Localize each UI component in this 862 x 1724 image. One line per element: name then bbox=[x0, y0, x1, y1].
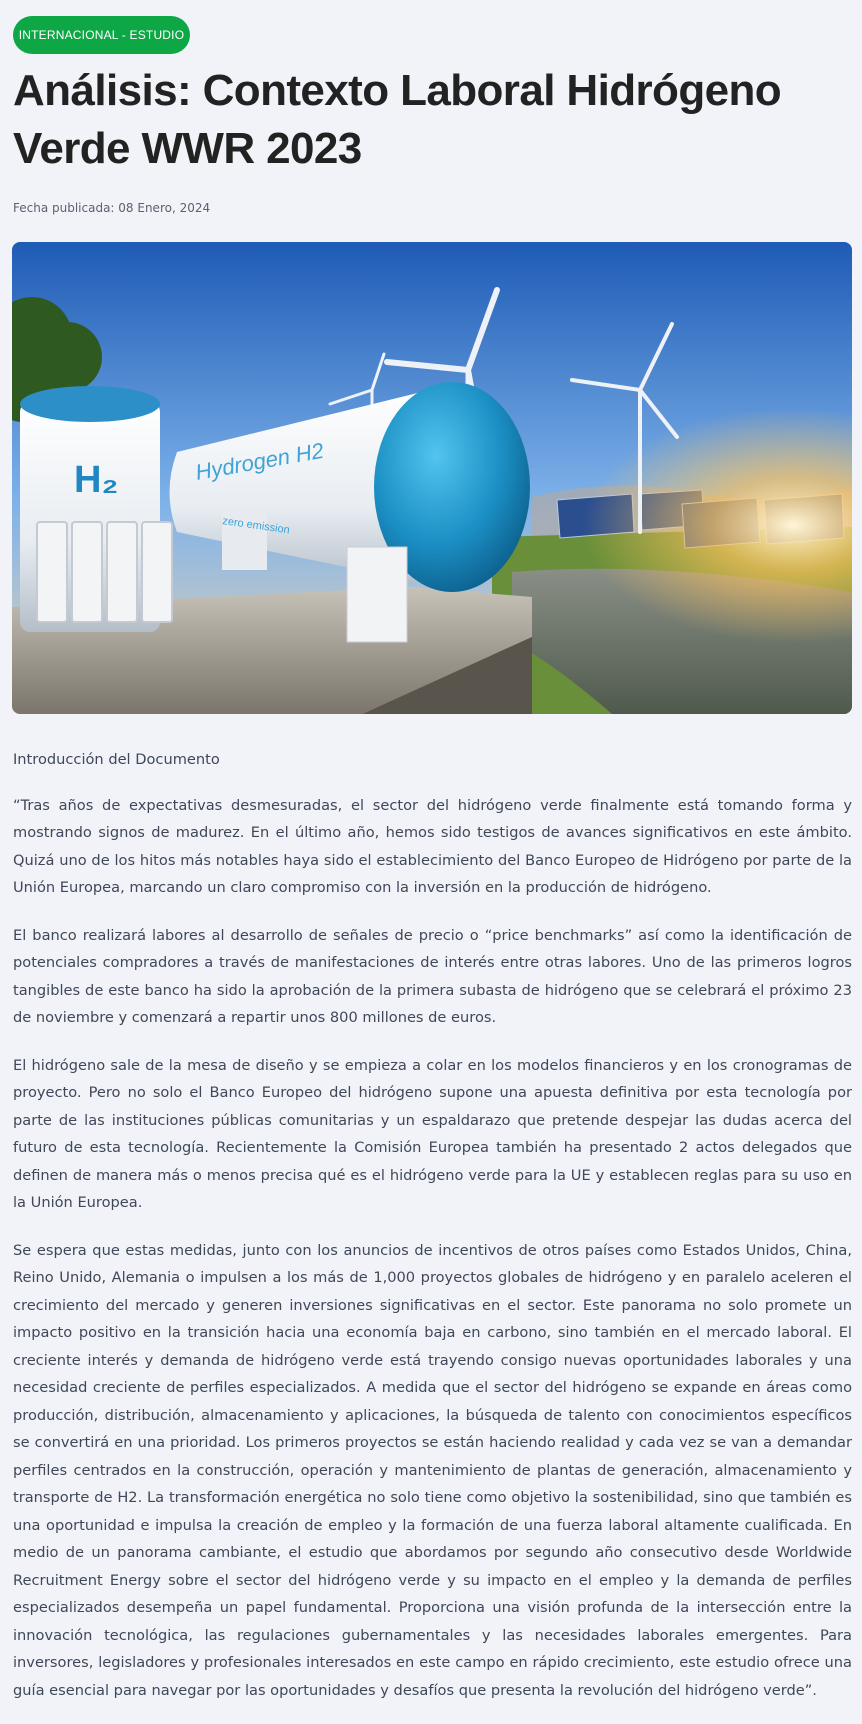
category-badge[interactable]: INTERNACIONAL - ESTUDIO bbox=[13, 16, 190, 54]
paragraph: El hidrógeno sale de la mesa de diseño y se empieza a colar en los modelos financieros y en los cronogramas de proyecto. Pero no solo el Banco Europeo del hidrógeno supone una apuesta definitiva por esta tecnología por parte de las instituciones públicas comunitarias y un espaldarazo que pretende despejar las dudas acerca del futuro de esta tecnología. Recientemente la Comisión Europea también ha presentado 2 actos delegados que definen de manera más o menos precisa qué es el hidrógeno verde para la UE y establecen reglas para su uso en la Unión Europea. bbox=[13, 1056, 852, 1211]
small-tank-label: H₂ bbox=[74, 459, 119, 501]
paragraph: El banco realizará labores al desarrollo de señales de precio o “price benchmarks” así como la identificación de potenciales compradores a través de manifestaciones de interés entre otras labores. Uno de las primeros logros tangibles de este banco ha sido la aprobación de la primera subasta de hidrógeno que se celebrará el próximo 23 de noviembre y comenzará a repartir unos 800 millones de euros. bbox=[13, 926, 852, 1026]
article-body bbox=[13, 746, 852, 1724]
hero-image bbox=[12, 242, 852, 714]
intro-heading: Introducción del Documento bbox=[13, 751, 220, 768]
tank-label: Hydrogen H2 bbox=[193, 437, 326, 485]
paragraph: “Tras años de expectativas desmesuradas, el sector del hidrógeno verde finalmente está tomando forma y mostrando signos de madurez. En el último año, hemos sido testigos de avances significativos en este ámbito. Quizá uno de los hitos más notables haya sido el establecimiento del Banco Europeo de Hidrógeno por parte de la Unión Europea, marcando un claro compromiso con la inversión en la producción de hidrógeno. bbox=[13, 796, 852, 896]
page-title: Análisis: Contexto Laboral Hidrógeno Verde WWR 2023 bbox=[13, 66, 782, 173]
paragraph: Se espera que estas medidas, junto con los anuncios de incentivos de otros países como Estados Unidos, China, Reino Unido, Alemania o impulsen a los más de 1,000 proyectos globales de hidrógeno y en paralelo aceleren el crecimiento del mercado y generen inversiones significativas en el sector. Este panorama no solo promete un impacto positivo en la transición hacia una economía baja en carbono, sino también en el mercado laboral. El creciente interés y demanda de hidrógeno verde está trayendo consigo nuevas oportunidades laborales y una necesidad creciente de perfiles especializados. A medida que el sector del hidrógeno se expande en áreas como producción, distribución, almacenamiento y aplicaciones, la búsqueda de talento con conocimientos específicos se convertirá en una prioridad. Los primeros proyectos se están haciendo realidad y cada vez se van a demandar perfiles centrados en la construcción, operación y mantenimiento de plantas de generación, almacenamiento y transporte de H2. La transformación energética no solo tiene como objetivo la sostenibilidad, sino que también es una oportunidad e impulsa la creación de empleo y la formación de una fuerza laboral altamente cualificada. En medio de un panorama cambiante, el estudio que abordamos por segundo año consecutivo desde Worldwide Recruitment Energy sobre el sector del hidrógeno verde y su impacto en el empleo y la demanda de perfiles especializados desempeña un papel fundamental. Proporciona una visión profunda de la intersección entre la innovación tecnológica, las regulaciones gubernamentales y las necesidades laborales emergentes. Para inversores, legisladores y profesionales interesados en este campo en rápido crecimiento, este estudio ofrece una guía esencial para navegar por las oportunidades y desafíos que presenta la revolución del hidrógeno verde”. bbox=[13, 1241, 852, 1699]
publish-date: Fecha publicada: 08 Enero, 2024 bbox=[13, 201, 211, 215]
tank-subtext: zero emission bbox=[221, 515, 291, 537]
